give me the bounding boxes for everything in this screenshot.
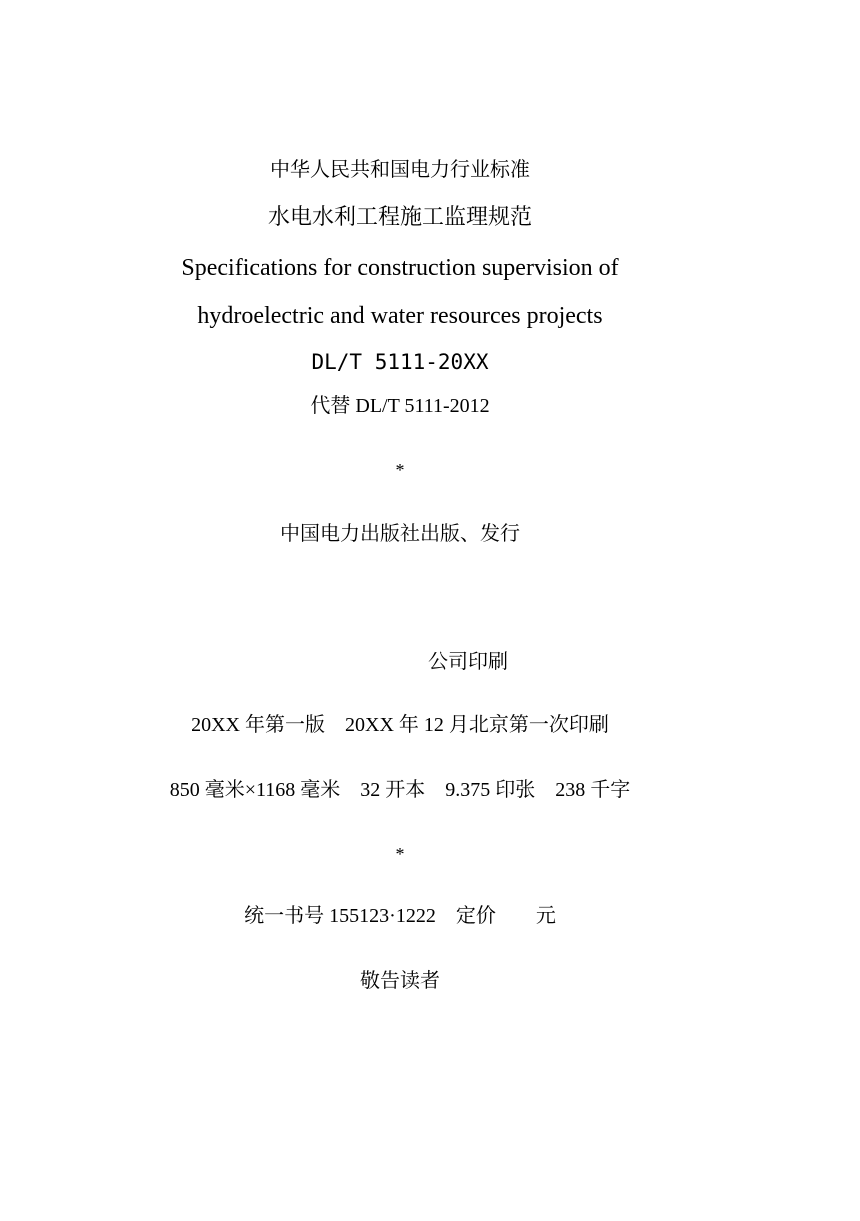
book-number-line xyxy=(0,906,800,926)
separator-asterisk: * xyxy=(395,460,405,480)
title-chinese: 水电水利工程施工监理规范 xyxy=(267,205,532,230)
publisher: 中国电力出版社出版、发行 xyxy=(280,523,520,545)
title-english-line-1: Specifications for construction supervision of xyxy=(181,255,619,281)
standard-category: 中华人民共和国电力行业标准 xyxy=(270,159,530,181)
edition-info xyxy=(0,715,800,735)
first-edition: 20XX 年第一版 xyxy=(191,714,325,736)
replaces-standard: 代替 DL/T 5111-2012 xyxy=(310,395,490,417)
format-info xyxy=(0,780,800,800)
reader-notice: 敬告读者 xyxy=(360,970,440,992)
currency-unit: 元 xyxy=(535,905,556,927)
title-english-line-2: hydroelectric and water resources projects xyxy=(197,303,603,329)
separator-asterisk: * xyxy=(395,844,405,864)
printed-sheets: 9.375 印张 xyxy=(445,779,536,801)
paper-size: 850 毫米×1168 毫米 xyxy=(169,779,341,801)
word-count: 238 千字 xyxy=(555,779,631,801)
first-printing: 20XX 年 12 月北京第一次印刷 xyxy=(345,714,609,736)
folio: 32 开本 xyxy=(360,779,426,801)
unified-book-number: 统一书号 155123·1222 xyxy=(244,905,436,927)
price-label: 定价 xyxy=(455,905,496,927)
standard-code: DL/T 5111-20XX xyxy=(311,350,489,374)
printer: 公司印刷 xyxy=(428,651,508,673)
